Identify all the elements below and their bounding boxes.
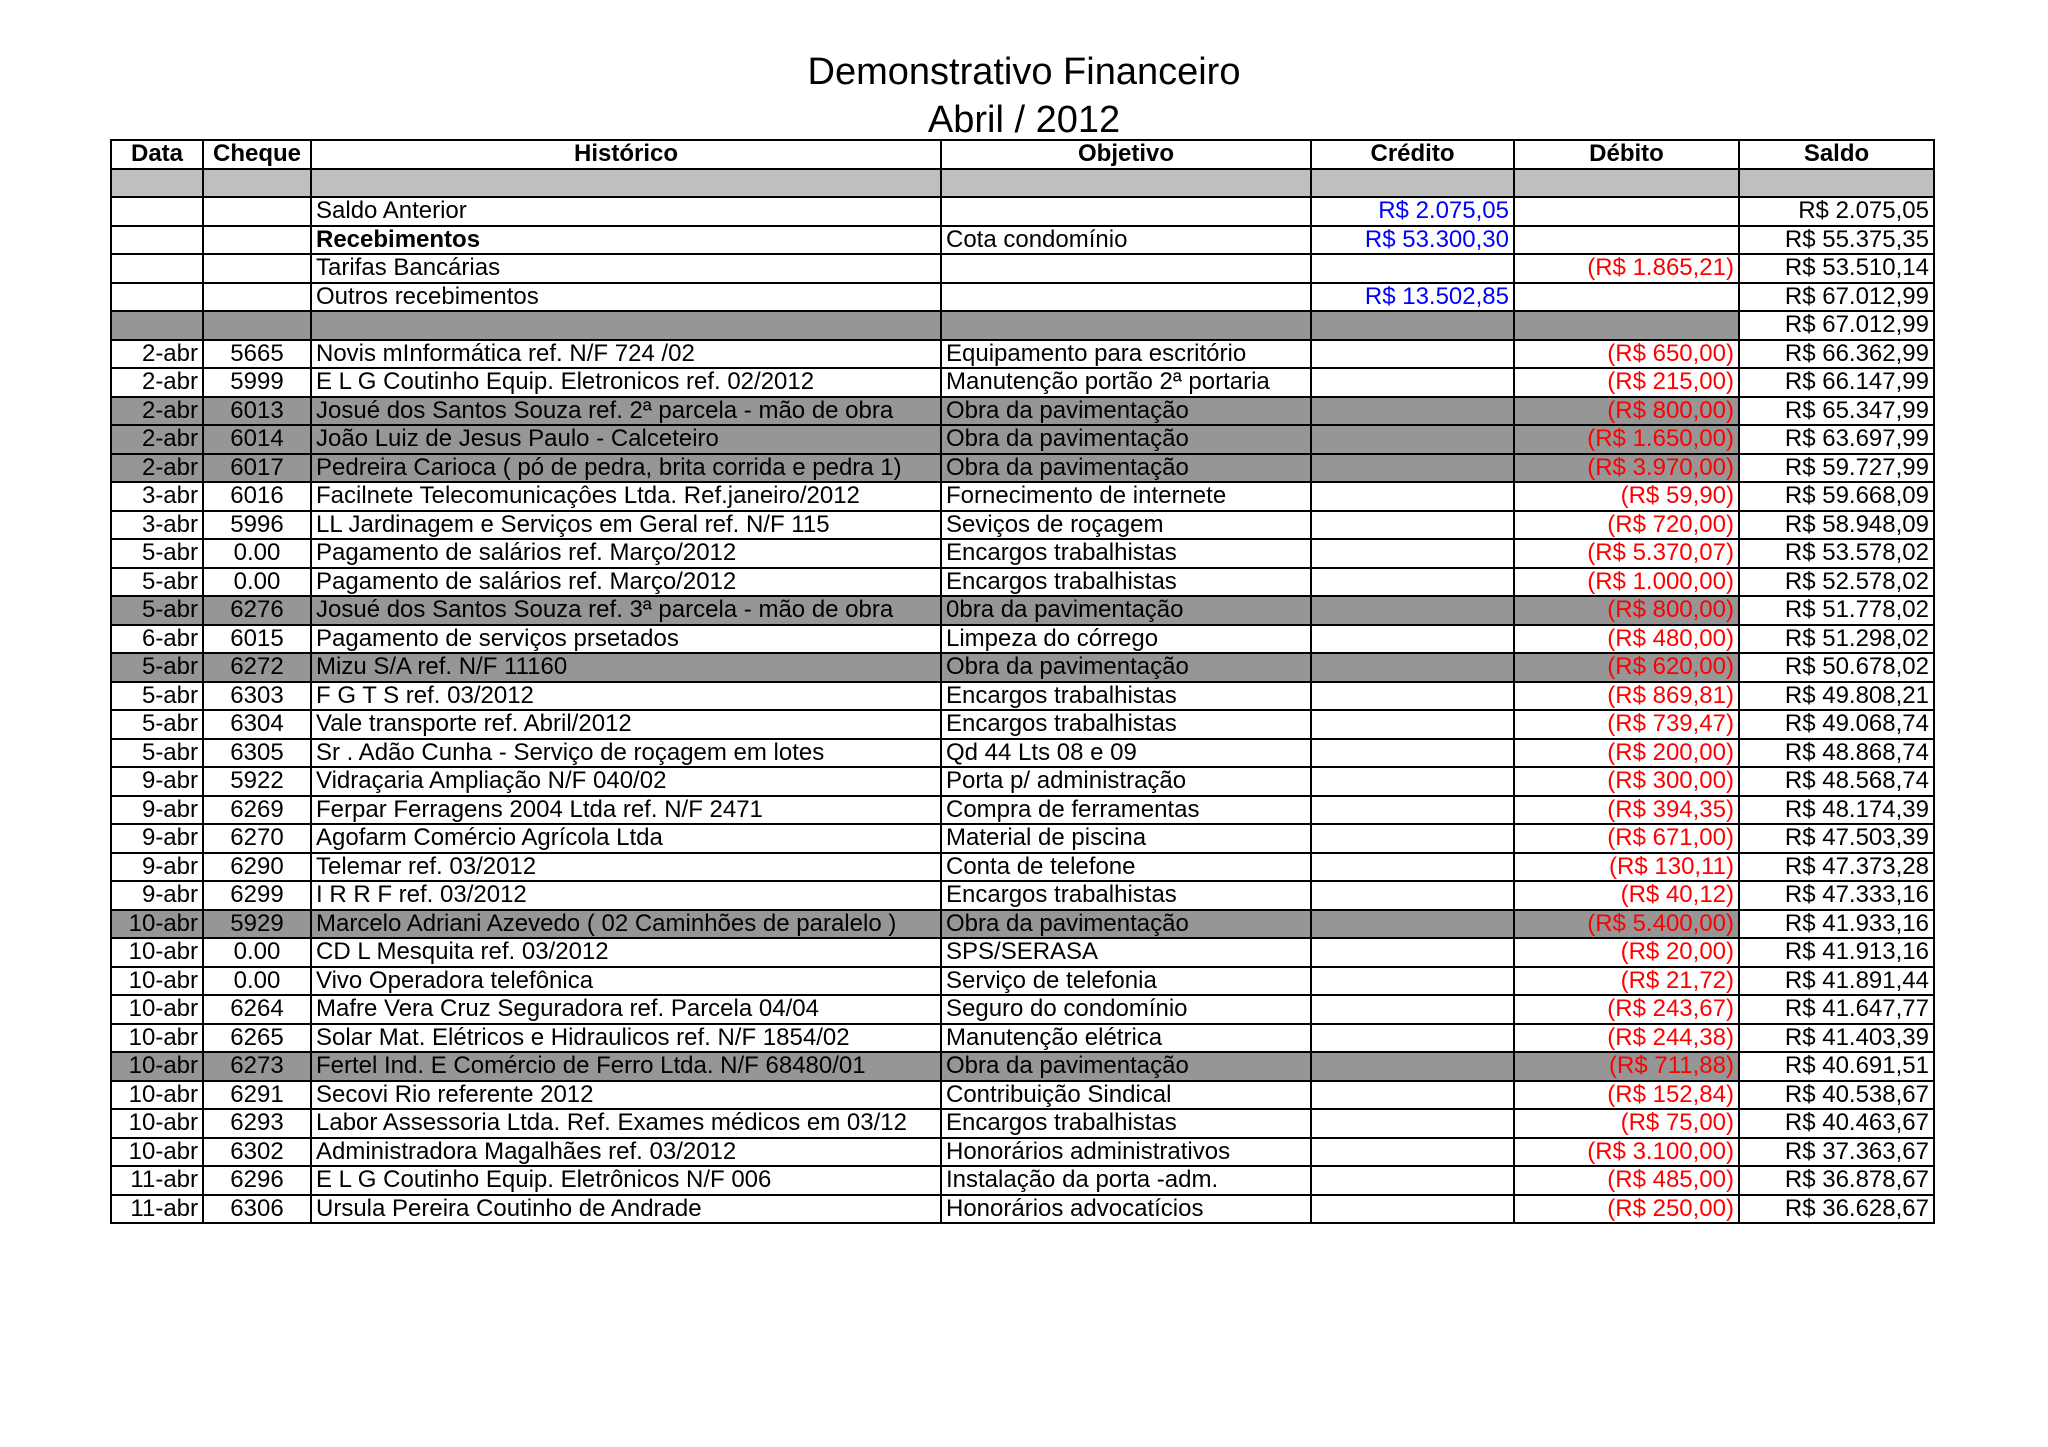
summary-historico: Outros recebimentos bbox=[311, 283, 941, 312]
header-cheque: Cheque bbox=[203, 140, 311, 169]
cell-saldo: R$ 53.578,02 bbox=[1739, 539, 1934, 568]
summary-row bbox=[111, 197, 1934, 226]
cell-historico: Ferpar Ferragens 2004 Ltda ref. N/F 2471 bbox=[311, 796, 941, 825]
cell-historico: F G T S ref. 03/2012 bbox=[311, 682, 941, 711]
cell-data: 3-abr bbox=[111, 482, 203, 511]
cell-credito bbox=[1311, 397, 1514, 426]
table-row bbox=[111, 454, 1934, 483]
cell-data: 10-abr bbox=[111, 967, 203, 996]
cell-credito bbox=[1311, 938, 1514, 967]
cell-cheque: 5999 bbox=[203, 368, 311, 397]
cell-historico: E L G Coutinho Equip. Eletronicos ref. 02/2012 bbox=[311, 368, 941, 397]
table-row bbox=[111, 739, 1934, 768]
cell-debito: (R$ 5.400,00) bbox=[1514, 910, 1739, 939]
cell-credito bbox=[1311, 596, 1514, 625]
cell-credito bbox=[1311, 995, 1514, 1024]
cell-saldo: R$ 51.778,02 bbox=[1739, 596, 1934, 625]
cell-historico: João Luiz de Jesus Paulo - Calceteiro bbox=[311, 425, 941, 454]
cell-historico: E L G Coutinho Equip. Eletrônicos N/F 006 bbox=[311, 1166, 941, 1195]
cell-historico: Mizu S/A ref. N/F 11160 bbox=[311, 653, 941, 682]
cell-credito bbox=[1311, 910, 1514, 939]
cell-objetivo: Equipamento para escritório bbox=[941, 340, 1311, 369]
cell-saldo: R$ 40.538,67 bbox=[1739, 1081, 1934, 1110]
table-row bbox=[111, 710, 1934, 739]
cell-cheque: 6303 bbox=[203, 682, 311, 711]
cell-objetivo: Seviços de roçagem bbox=[941, 511, 1311, 540]
cell-debito: (R$ 800,00) bbox=[1514, 596, 1739, 625]
cell-data: 5-abr bbox=[111, 682, 203, 711]
cell-debito: (R$ 711,88) bbox=[1514, 1052, 1739, 1081]
cell-saldo: R$ 52.578,02 bbox=[1739, 568, 1934, 597]
table-row bbox=[111, 397, 1934, 426]
cell-saldo: R$ 36.878,67 bbox=[1739, 1166, 1934, 1195]
table-row bbox=[111, 1195, 1934, 1224]
cell-debito: (R$ 3.970,00) bbox=[1514, 454, 1739, 483]
summary-credito bbox=[1311, 254, 1514, 283]
cell-cheque: 6293 bbox=[203, 1109, 311, 1138]
cell-cheque: 0.00 bbox=[203, 938, 311, 967]
table-row bbox=[111, 967, 1934, 996]
cell-cheque: 6269 bbox=[203, 796, 311, 825]
summary-saldo: R$ 67.012,99 bbox=[1739, 283, 1934, 312]
cell-cheque: 0.00 bbox=[203, 539, 311, 568]
cell-credito bbox=[1311, 1166, 1514, 1195]
cell-cheque: 6291 bbox=[203, 1081, 311, 1110]
table-row bbox=[111, 1081, 1934, 1110]
summary-debito bbox=[1514, 197, 1739, 226]
table-row bbox=[111, 425, 1934, 454]
cell-debito: (R$ 200,00) bbox=[1514, 739, 1739, 768]
cell-data: 5-abr bbox=[111, 653, 203, 682]
cell-data: 9-abr bbox=[111, 767, 203, 796]
balance-saldo: R$ 67.012,99 bbox=[1739, 311, 1934, 340]
cell-debito: (R$ 1.650,00) bbox=[1514, 425, 1739, 454]
table-row bbox=[111, 824, 1934, 853]
cell-saldo: R$ 41.933,16 bbox=[1739, 910, 1934, 939]
cell-historico: Telemar ref. 03/2012 bbox=[311, 853, 941, 882]
cell-cheque: 6270 bbox=[203, 824, 311, 853]
cell-saldo: R$ 48.174,39 bbox=[1739, 796, 1934, 825]
spacer-row bbox=[111, 169, 1934, 198]
cell-historico: Novis mInformática ref. N/F 724 /02 bbox=[311, 340, 941, 369]
cell-historico: Facilnete Telecomunicaçôes Ltda. Ref.janeiro/2012 bbox=[311, 482, 941, 511]
cell-credito bbox=[1311, 796, 1514, 825]
cell-historico: Josué dos Santos Souza ref. 2ª parcela - mão de obra bbox=[311, 397, 941, 426]
summary-credito: R$ 13.502,85 bbox=[1311, 283, 1514, 312]
cell-cheque: 5929 bbox=[203, 910, 311, 939]
cell-historico: Administradora Magalhães ref. 03/2012 bbox=[311, 1138, 941, 1167]
document-title: Demonstrativo Financeiro bbox=[807, 51, 1241, 93]
cell-objetivo: Encargos trabalhistas bbox=[941, 682, 1311, 711]
cell-credito bbox=[1311, 710, 1514, 739]
summary-saldo: R$ 2.075,05 bbox=[1739, 197, 1934, 226]
cell-credito bbox=[1311, 1195, 1514, 1224]
header-objetivo: Objetivo bbox=[941, 140, 1311, 169]
header-credito: Crédito bbox=[1311, 140, 1514, 169]
cell-debito: (R$ 720,00) bbox=[1514, 511, 1739, 540]
cell-credito bbox=[1311, 682, 1514, 711]
cell-data: 2-abr bbox=[111, 454, 203, 483]
cell-credito bbox=[1311, 967, 1514, 996]
cell-debito: (R$ 59,90) bbox=[1514, 482, 1739, 511]
cell-objetivo: Serviço de telefonia bbox=[941, 967, 1311, 996]
cell-objetivo: Encargos trabalhistas bbox=[941, 1109, 1311, 1138]
cell-historico: Agofarm Comércio Agrícola Ltda bbox=[311, 824, 941, 853]
cell-data: 10-abr bbox=[111, 1052, 203, 1081]
cell-saldo: R$ 49.068,74 bbox=[1739, 710, 1934, 739]
cell-data: 6-abr bbox=[111, 625, 203, 654]
cell-saldo: R$ 63.697,99 bbox=[1739, 425, 1934, 454]
cell-historico: Pedreira Carioca ( pó de pedra, brita corrida e pedra 1) bbox=[311, 454, 941, 483]
cell-debito: (R$ 244,38) bbox=[1514, 1024, 1739, 1053]
cell-debito: (R$ 40,12) bbox=[1514, 881, 1739, 910]
cell-saldo: R$ 59.668,09 bbox=[1739, 482, 1934, 511]
cell-saldo: R$ 47.373,28 bbox=[1739, 853, 1934, 882]
cell-cheque: 5996 bbox=[203, 511, 311, 540]
cell-debito: (R$ 1.000,00) bbox=[1514, 568, 1739, 597]
table-row bbox=[111, 767, 1934, 796]
cell-objetivo: Manutenção portão 2ª portaria bbox=[941, 368, 1311, 397]
table-row bbox=[111, 796, 1934, 825]
header-data: Data bbox=[111, 140, 203, 169]
cell-credito bbox=[1311, 653, 1514, 682]
cell-debito: (R$ 3.100,00) bbox=[1514, 1138, 1739, 1167]
cell-credito bbox=[1311, 853, 1514, 882]
cell-saldo: R$ 41.891,44 bbox=[1739, 967, 1934, 996]
cell-cheque: 6306 bbox=[203, 1195, 311, 1224]
summary-credito: R$ 2.075,05 bbox=[1311, 197, 1514, 226]
summary-saldo: R$ 55.375,35 bbox=[1739, 226, 1934, 255]
cell-data: 11-abr bbox=[111, 1195, 203, 1224]
cell-data: 2-abr bbox=[111, 425, 203, 454]
cell-saldo: R$ 48.568,74 bbox=[1739, 767, 1934, 796]
cell-data: 9-abr bbox=[111, 796, 203, 825]
table-row bbox=[111, 482, 1934, 511]
cell-objetivo: Seguro do condomínio bbox=[941, 995, 1311, 1024]
summary-objetivo bbox=[941, 197, 1311, 226]
cell-historico: CD L Mesquita ref. 03/2012 bbox=[311, 938, 941, 967]
cell-credito bbox=[1311, 511, 1514, 540]
summary-historico: Saldo Anterior bbox=[311, 197, 941, 226]
cell-saldo: R$ 47.333,16 bbox=[1739, 881, 1934, 910]
cell-objetivo: 0bra da pavimentação bbox=[941, 596, 1311, 625]
cell-debito: (R$ 869,81) bbox=[1514, 682, 1739, 711]
summary-row bbox=[111, 283, 1934, 312]
cell-cheque: 6272 bbox=[203, 653, 311, 682]
cell-debito: (R$ 620,00) bbox=[1514, 653, 1739, 682]
cell-credito bbox=[1311, 425, 1514, 454]
summary-historico: Tarifas Bancárias bbox=[311, 254, 941, 283]
cell-objetivo: Encargos trabalhistas bbox=[941, 568, 1311, 597]
cell-cheque: 6265 bbox=[203, 1024, 311, 1053]
table-row bbox=[111, 1138, 1934, 1167]
cell-saldo: R$ 66.147,99 bbox=[1739, 368, 1934, 397]
cell-data: 5-abr bbox=[111, 710, 203, 739]
cell-data: 2-abr bbox=[111, 340, 203, 369]
table-row bbox=[111, 368, 1934, 397]
table-row bbox=[111, 340, 1934, 369]
cell-objetivo: Obra da pavimentação bbox=[941, 397, 1311, 426]
cell-historico: Pagamento de salários ref. Março/2012 bbox=[311, 539, 941, 568]
cell-credito bbox=[1311, 625, 1514, 654]
cell-historico: LL Jardinagem e Serviços em Geral ref. N/F 115 bbox=[311, 511, 941, 540]
cell-cheque: 5665 bbox=[203, 340, 311, 369]
cell-debito: (R$ 671,00) bbox=[1514, 824, 1739, 853]
cell-objetivo: Compra de ferramentas bbox=[941, 796, 1311, 825]
cell-debito: (R$ 650,00) bbox=[1514, 340, 1739, 369]
cell-credito bbox=[1311, 767, 1514, 796]
cell-saldo: R$ 65.347,99 bbox=[1739, 397, 1934, 426]
cell-historico: I R R F ref. 03/2012 bbox=[311, 881, 941, 910]
cell-debito: (R$ 300,00) bbox=[1514, 767, 1739, 796]
cell-data: 9-abr bbox=[111, 824, 203, 853]
cell-data: 10-abr bbox=[111, 1109, 203, 1138]
header-debito: Débito bbox=[1514, 140, 1739, 169]
cell-objetivo: Contribuição Sindical bbox=[941, 1081, 1311, 1110]
summary-row bbox=[111, 226, 1934, 255]
cell-cheque: 6016 bbox=[203, 482, 311, 511]
cell-credito bbox=[1311, 881, 1514, 910]
table-row bbox=[111, 625, 1934, 654]
cell-objetivo: Obra da pavimentação bbox=[941, 454, 1311, 483]
cell-saldo: R$ 48.868,74 bbox=[1739, 739, 1934, 768]
cell-data: 5-abr bbox=[111, 539, 203, 568]
table-row bbox=[111, 653, 1934, 682]
cell-cheque: 6276 bbox=[203, 596, 311, 625]
cell-cheque: 0.00 bbox=[203, 967, 311, 996]
cell-credito bbox=[1311, 568, 1514, 597]
cell-credito bbox=[1311, 1109, 1514, 1138]
cell-data: 9-abr bbox=[111, 881, 203, 910]
summary-objetivo bbox=[941, 254, 1311, 283]
cell-credito bbox=[1311, 340, 1514, 369]
cell-historico: Solar Mat. Elétricos e Hidraulicos ref. N/F 1854/02 bbox=[311, 1024, 941, 1053]
cell-objetivo: Limpeza do córrego bbox=[941, 625, 1311, 654]
cell-historico: Mafre Vera Cruz Seguradora ref. Parcela 04/04 bbox=[311, 995, 941, 1024]
cell-historico: Labor Assessoria Ltda. Ref. Exames médicos em 03/12 bbox=[311, 1109, 941, 1138]
cell-cheque: 6264 bbox=[203, 995, 311, 1024]
cell-historico: Pagamento de serviços prsetados bbox=[311, 625, 941, 654]
summary-debito bbox=[1514, 283, 1739, 312]
cell-saldo: R$ 49.808,21 bbox=[1739, 682, 1934, 711]
cell-saldo: R$ 40.463,67 bbox=[1739, 1109, 1934, 1138]
table-row bbox=[111, 938, 1934, 967]
cell-cheque: 6014 bbox=[203, 425, 311, 454]
cell-data: 10-abr bbox=[111, 1081, 203, 1110]
cell-cheque: 6296 bbox=[203, 1166, 311, 1195]
cell-cheque: 6290 bbox=[203, 853, 311, 882]
table-row bbox=[111, 1024, 1934, 1053]
table-row bbox=[111, 568, 1934, 597]
cell-cheque: 0.00 bbox=[203, 568, 311, 597]
cell-historico: Vidraçaria Ampliação N/F 040/02 bbox=[311, 767, 941, 796]
cell-credito bbox=[1311, 454, 1514, 483]
cell-objetivo: Encargos trabalhistas bbox=[941, 539, 1311, 568]
cell-debito: (R$ 152,84) bbox=[1514, 1081, 1739, 1110]
header-saldo: Saldo bbox=[1739, 140, 1934, 169]
cell-cheque: 6017 bbox=[203, 454, 311, 483]
cell-cheque: 6304 bbox=[203, 710, 311, 739]
cell-debito: (R$ 243,67) bbox=[1514, 995, 1739, 1024]
cell-objetivo: Obra da pavimentação bbox=[941, 1052, 1311, 1081]
cell-debito: (R$ 21,72) bbox=[1514, 967, 1739, 996]
cell-objetivo: Honorários advocatícios bbox=[941, 1195, 1311, 1224]
cell-data: 10-abr bbox=[111, 938, 203, 967]
cell-saldo: R$ 37.363,67 bbox=[1739, 1138, 1934, 1167]
cell-credito bbox=[1311, 368, 1514, 397]
cell-saldo: R$ 59.727,99 bbox=[1739, 454, 1934, 483]
table-row bbox=[111, 511, 1934, 540]
table-row bbox=[111, 539, 1934, 568]
cell-debito: (R$ 130,11) bbox=[1514, 853, 1739, 882]
table-row bbox=[111, 853, 1934, 882]
cell-credito bbox=[1311, 739, 1514, 768]
summary-objetivo: Cota condomínio bbox=[941, 226, 1311, 255]
summary-credito: R$ 53.300,30 bbox=[1311, 226, 1514, 255]
cell-debito: (R$ 394,35) bbox=[1514, 796, 1739, 825]
cell-objetivo: Material de piscina bbox=[941, 824, 1311, 853]
cell-objetivo: Obra da pavimentação bbox=[941, 910, 1311, 939]
cell-historico: Josué dos Santos Souza ref. 3ª parcela - mão de obra bbox=[311, 596, 941, 625]
financial-table bbox=[110, 139, 1935, 1224]
document-subtitle: Abril / 2012 bbox=[927, 99, 1121, 141]
cell-data: 9-abr bbox=[111, 853, 203, 882]
cell-credito bbox=[1311, 1024, 1514, 1053]
cell-historico: Ursula Pereira Coutinho de Andrade bbox=[311, 1195, 941, 1224]
cell-data: 10-abr bbox=[111, 1138, 203, 1167]
table-row bbox=[111, 995, 1934, 1024]
cell-objetivo: SPS/SERASA bbox=[941, 938, 1311, 967]
cell-saldo: R$ 40.691,51 bbox=[1739, 1052, 1934, 1081]
cell-credito bbox=[1311, 482, 1514, 511]
cell-debito: (R$ 485,00) bbox=[1514, 1166, 1739, 1195]
table-row bbox=[111, 881, 1934, 910]
cell-data: 11-abr bbox=[111, 1166, 203, 1195]
cell-saldo: R$ 66.362,99 bbox=[1739, 340, 1934, 369]
header-row bbox=[111, 140, 1934, 169]
cell-saldo: R$ 41.647,77 bbox=[1739, 995, 1934, 1024]
cell-historico: Pagamento de salários ref. Março/2012 bbox=[311, 568, 941, 597]
cell-credito bbox=[1311, 824, 1514, 853]
summary-row bbox=[111, 254, 1934, 283]
cell-cheque: 6299 bbox=[203, 881, 311, 910]
cell-historico: Secovi Rio referente 2012 bbox=[311, 1081, 941, 1110]
cell-historico: Vale transporte ref. Abril/2012 bbox=[311, 710, 941, 739]
cell-cheque: 6305 bbox=[203, 739, 311, 768]
cell-historico: Sr . Adão Cunha - Serviço de roçagem em lotes bbox=[311, 739, 941, 768]
cell-objetivo: Honorários administrativos bbox=[941, 1138, 1311, 1167]
cell-objetivo: Porta p/ administração bbox=[941, 767, 1311, 796]
cell-cheque: 6015 bbox=[203, 625, 311, 654]
cell-debito: (R$ 20,00) bbox=[1514, 938, 1739, 967]
cell-data: 10-abr bbox=[111, 995, 203, 1024]
cell-saldo: R$ 47.503,39 bbox=[1739, 824, 1934, 853]
table-row bbox=[111, 596, 1934, 625]
cell-debito: (R$ 739,47) bbox=[1514, 710, 1739, 739]
cell-saldo: R$ 41.403,39 bbox=[1739, 1024, 1934, 1053]
cell-debito: (R$ 800,00) bbox=[1514, 397, 1739, 426]
cell-saldo: R$ 58.948,09 bbox=[1739, 511, 1934, 540]
cell-saldo: R$ 51.298,02 bbox=[1739, 625, 1934, 654]
summary-objetivo bbox=[941, 283, 1311, 312]
cell-objetivo: Qd 44 Lts 08 e 09 bbox=[941, 739, 1311, 768]
cell-saldo: R$ 50.678,02 bbox=[1739, 653, 1934, 682]
cell-data: 2-abr bbox=[111, 397, 203, 426]
cell-cheque: 6302 bbox=[203, 1138, 311, 1167]
cell-debito: (R$ 215,00) bbox=[1514, 368, 1739, 397]
table-row bbox=[111, 1109, 1934, 1138]
cell-historico: Vivo Operadora telefônica bbox=[311, 967, 941, 996]
summary-historico: Recebimentos bbox=[311, 226, 941, 255]
table-row bbox=[111, 682, 1934, 711]
summary-debito: (R$ 1.865,21) bbox=[1514, 254, 1739, 283]
cell-data: 2-abr bbox=[111, 368, 203, 397]
cell-historico: Marcelo Adriani Azevedo ( 02 Caminhões de paralelo ) bbox=[311, 910, 941, 939]
table-row bbox=[111, 910, 1934, 939]
header-historico: Histórico bbox=[311, 140, 941, 169]
cell-data: 3-abr bbox=[111, 511, 203, 540]
cell-debito: (R$ 75,00) bbox=[1514, 1109, 1739, 1138]
cell-debito: (R$ 5.370,07) bbox=[1514, 539, 1739, 568]
cell-objetivo: Obra da pavimentação bbox=[941, 653, 1311, 682]
cell-objetivo: Instalação da porta -adm. bbox=[941, 1166, 1311, 1195]
cell-historico: Fertel Ind. E Comércio de Ferro Ltda. N/F 68480/01 bbox=[311, 1052, 941, 1081]
cell-saldo: R$ 41.913,16 bbox=[1739, 938, 1934, 967]
balance-row bbox=[111, 311, 1934, 340]
cell-objetivo: Encargos trabalhistas bbox=[941, 881, 1311, 910]
cell-cheque: 5922 bbox=[203, 767, 311, 796]
table-row bbox=[111, 1166, 1934, 1195]
cell-cheque: 6273 bbox=[203, 1052, 311, 1081]
cell-objetivo: Conta de telefone bbox=[941, 853, 1311, 882]
cell-credito bbox=[1311, 539, 1514, 568]
cell-objetivo: Fornecimento de internete bbox=[941, 482, 1311, 511]
cell-debito: (R$ 250,00) bbox=[1514, 1195, 1739, 1224]
cell-objetivo: Encargos trabalhistas bbox=[941, 710, 1311, 739]
summary-saldo: R$ 53.510,14 bbox=[1739, 254, 1934, 283]
table-row bbox=[111, 1052, 1934, 1081]
cell-cheque: 6013 bbox=[203, 397, 311, 426]
cell-data: 5-abr bbox=[111, 739, 203, 768]
cell-data: 5-abr bbox=[111, 596, 203, 625]
cell-data: 10-abr bbox=[111, 910, 203, 939]
cell-credito bbox=[1311, 1081, 1514, 1110]
cell-objetivo: Obra da pavimentação bbox=[941, 425, 1311, 454]
cell-debito: (R$ 480,00) bbox=[1514, 625, 1739, 654]
cell-saldo: R$ 36.628,67 bbox=[1739, 1195, 1934, 1224]
cell-data: 10-abr bbox=[111, 1024, 203, 1053]
cell-data: 5-abr bbox=[111, 568, 203, 597]
cell-objetivo: Manutenção elétrica bbox=[941, 1024, 1311, 1053]
cell-credito bbox=[1311, 1138, 1514, 1167]
cell-credito bbox=[1311, 1052, 1514, 1081]
summary-debito bbox=[1514, 226, 1739, 255]
